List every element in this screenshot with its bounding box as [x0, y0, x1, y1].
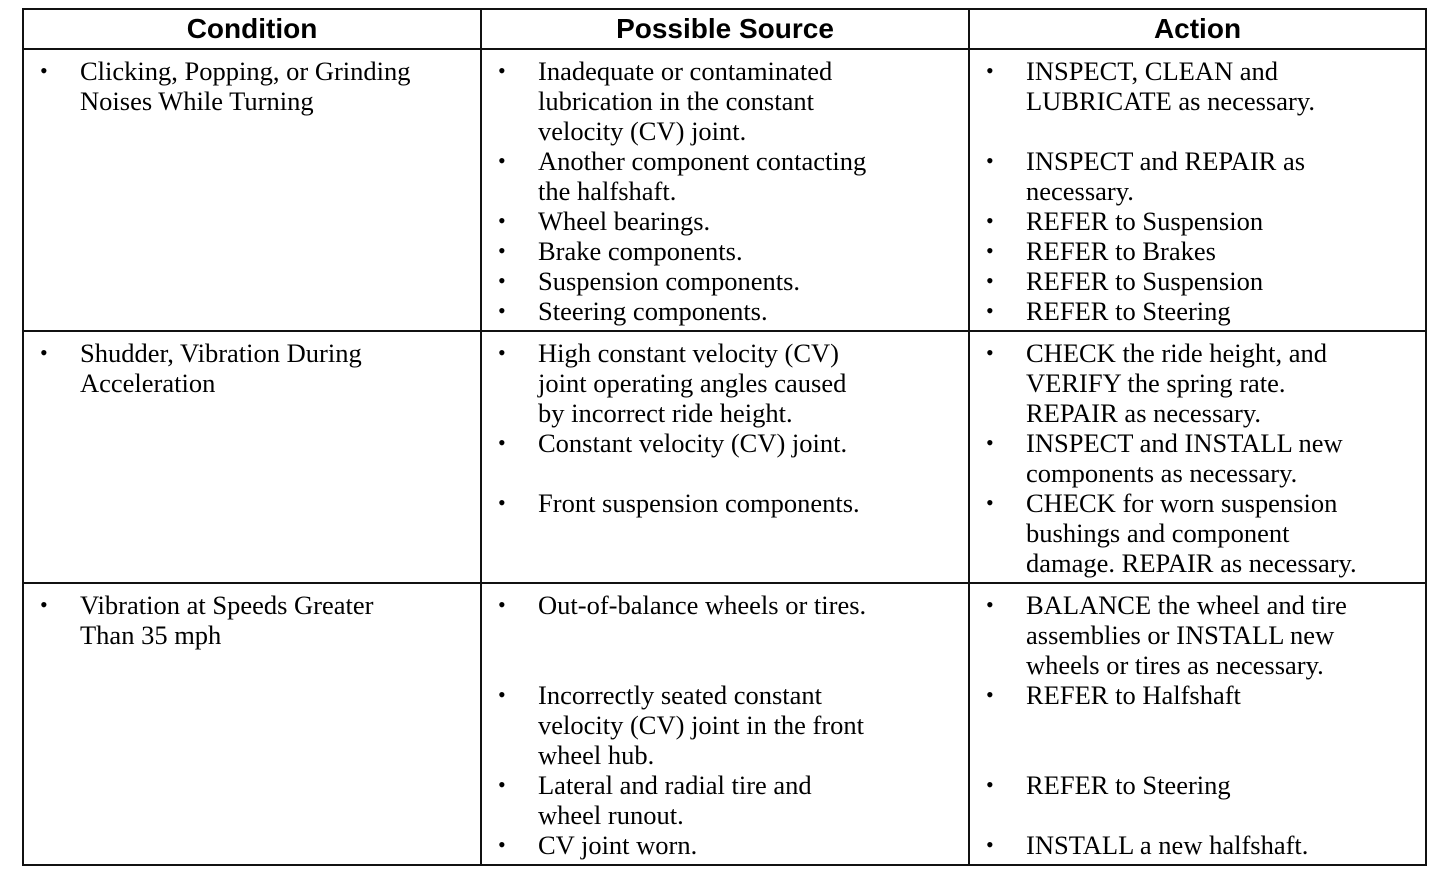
list-item: [970, 338, 1425, 428]
list-item: [970, 428, 1425, 488]
bullet-icon: •: [498, 208, 506, 233]
source-cell: [481, 331, 969, 583]
action-text: REFER to Steering: [1026, 296, 1231, 326]
bullet-icon: •: [986, 148, 994, 173]
action-text: REFER to Suspension: [1026, 206, 1264, 236]
bullet-icon: •: [986, 208, 994, 233]
condition-cell: [23, 49, 481, 331]
list-item: [482, 206, 968, 236]
source-text: Inadequate or contaminated lubrication in the constant velocity (CV) joint.: [538, 56, 833, 146]
bullet-icon: •: [986, 340, 994, 365]
source-cell: [481, 49, 969, 331]
list-item: [970, 770, 1425, 800]
list-item: [970, 830, 1425, 860]
condition-text: Clicking, Popping, or Grinding Noises While Turning: [80, 56, 411, 116]
bullet-icon: •: [986, 430, 994, 455]
bullet-icon: •: [498, 832, 506, 857]
bullet-icon: •: [986, 490, 994, 515]
list-item: [970, 206, 1425, 236]
list-item: [482, 266, 968, 296]
bullet-icon: •: [498, 58, 506, 83]
source-text: CV joint worn.: [538, 830, 698, 860]
header-possible-source: Possible Source: [481, 9, 969, 49]
bullet-icon: •: [498, 682, 506, 707]
list-item: [482, 770, 968, 830]
bullet-icon: •: [40, 58, 48, 83]
bullet-icon: •: [498, 772, 506, 797]
source-text: Lateral and radial tire and wheel runout.: [538, 770, 812, 830]
bullet-icon: •: [40, 340, 48, 365]
condition-cell: [23, 583, 481, 865]
list-item: [24, 338, 480, 398]
source-text: Brake components.: [538, 236, 743, 266]
source-text: Out-of-balance wheels or tires.: [538, 590, 867, 620]
action-text: REFER to Steering: [1026, 770, 1231, 800]
list-item: [482, 146, 968, 206]
action-cell: [969, 331, 1426, 583]
bullet-icon: •: [498, 238, 506, 263]
list-item: [482, 590, 968, 620]
list-item: [970, 266, 1425, 296]
action-text: REFER to Brakes: [1026, 236, 1216, 266]
table-row: [23, 583, 1426, 865]
header-row: [23, 9, 1426, 49]
condition-text: Shudder, Vibration During Acceleration: [80, 338, 362, 398]
list-item: [482, 338, 968, 428]
table-row: [23, 49, 1426, 331]
source-text: Constant velocity (CV) joint.: [538, 428, 848, 458]
bullet-icon: •: [986, 238, 994, 263]
bullet-icon: •: [498, 340, 506, 365]
action-cell: [969, 49, 1426, 331]
bullet-icon: •: [498, 490, 506, 515]
list-item: [24, 590, 480, 650]
list-item: [970, 296, 1425, 326]
bullet-icon: •: [498, 148, 506, 173]
bullet-icon: •: [498, 298, 506, 323]
source-text: Front suspension components.: [538, 488, 860, 518]
bullet-icon: •: [986, 772, 994, 797]
list-item: [970, 236, 1425, 266]
bullet-icon: •: [498, 430, 506, 455]
bullet-icon: •: [986, 268, 994, 293]
list-item: [970, 590, 1425, 680]
action-text: INSPECT, CLEAN and LUBRICATE as necessary.: [1026, 56, 1315, 116]
list-item: [970, 146, 1425, 206]
action-text: REFER to Suspension: [1026, 266, 1264, 296]
source-text: High constant velocity (CV) joint operating angles caused by incorrect ride height.: [538, 338, 847, 428]
action-text: BALANCE the wheel and tire assemblies or INSTALL new wheels or tires as necessary.: [1026, 590, 1347, 680]
bullet-icon: •: [986, 298, 994, 323]
bullet-icon: •: [986, 832, 994, 857]
action-text: INSTALL a new halfshaft.: [1026, 830, 1309, 860]
condition-cell: [23, 331, 481, 583]
list-item: [482, 488, 968, 518]
source-text: Suspension components.: [538, 266, 801, 296]
list-item: [970, 56, 1425, 116]
list-item: [482, 236, 968, 266]
bullet-icon: •: [986, 682, 994, 707]
list-item: [482, 56, 968, 146]
action-text: REFER to Halfshaft: [1026, 680, 1241, 710]
header-condition: Condition: [23, 9, 481, 49]
list-item: [970, 488, 1425, 578]
source-text: Steering components.: [538, 296, 768, 326]
bullet-icon: •: [40, 592, 48, 617]
condition-text: Vibration at Speeds Greater Than 35 mph: [80, 590, 374, 650]
source-cell: [481, 583, 969, 865]
bullet-icon: •: [498, 268, 506, 293]
source-text: Another component contacting the halfshaft.: [538, 146, 867, 206]
table-row: [23, 331, 1426, 583]
bullet-icon: •: [986, 592, 994, 617]
list-item: [970, 680, 1425, 710]
action-text: CHECK for worn suspension bushings and component damage. REPAIR as necessary.: [1026, 488, 1357, 578]
source-text: Wheel bearings.: [538, 206, 711, 236]
list-item: [482, 830, 968, 860]
action-text: CHECK the ride height, and VERIFY the spring rate. REPAIR as necessary.: [1026, 338, 1328, 428]
header-action: Action: [969, 9, 1426, 49]
action-text: INSPECT and REPAIR as necessary.: [1026, 146, 1306, 206]
bullet-icon: •: [986, 58, 994, 83]
list-item: [482, 296, 968, 326]
list-item: [482, 680, 968, 770]
list-item: [482, 428, 968, 458]
source-text: Incorrectly seated constant velocity (CV) joint in the front wheel hub.: [538, 680, 865, 770]
diagnosis-table: [22, 8, 1427, 866]
action-text: INSPECT and INSTALL new components as necessary.: [1026, 428, 1343, 488]
action-cell: [969, 583, 1426, 865]
list-item: [24, 56, 480, 116]
bullet-icon: •: [498, 592, 506, 617]
